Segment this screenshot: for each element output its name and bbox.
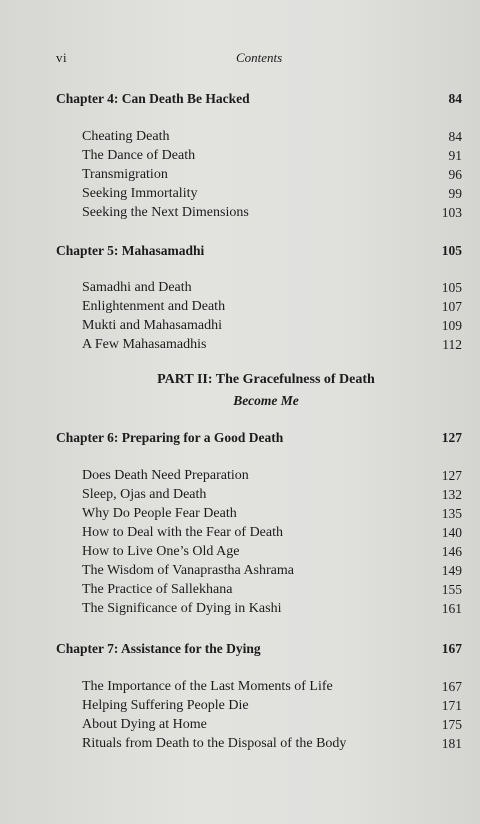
chapter-title: Chapter 6: Preparing for a Good Death (56, 430, 284, 445)
toc-entry (0, 563, 480, 582)
entry-title: The Significance of Dying in Kashi (82, 601, 282, 616)
entry-page: 135 (441, 506, 462, 521)
entry-title: How to Live One’s Old Age (82, 544, 240, 559)
toc-entry (0, 582, 480, 601)
toc-chapter-7 (0, 641, 480, 660)
running-header-title: Contents (236, 50, 283, 65)
toc-entry (0, 129, 480, 148)
entry-title: Transmigration (82, 167, 168, 182)
entry-page: 112 (442, 337, 462, 352)
chapter-title: Chapter 7: Assistance for the Dying (56, 641, 261, 656)
chapter-title: Chapter 5: Mahasamadhi (56, 243, 205, 258)
entry-title: A Few Mahasamadhis (82, 337, 207, 352)
entry-title: The Practice of Sallekhana (82, 582, 233, 597)
toc-entry (0, 736, 480, 755)
entry-page: 127 (441, 468, 462, 483)
entry-title: Does Death Need Preparation (82, 468, 249, 483)
toc-entry (0, 468, 480, 487)
entry-title: About Dying at Home (82, 717, 207, 732)
toc-entry (0, 318, 480, 337)
entry-page: 105 (441, 280, 462, 295)
toc-entry (0, 167, 480, 186)
toc-entry (0, 205, 480, 224)
entry-page: 167 (441, 679, 462, 694)
part-subtitle: Become Me (233, 393, 299, 408)
chapter-page: 127 (441, 430, 462, 445)
entry-page: 161 (441, 601, 462, 616)
chapter-page: 84 (448, 91, 462, 106)
entry-title: Seeking Immortality (82, 186, 198, 201)
entry-title: Samadhi and Death (82, 280, 192, 295)
chapter-page: 105 (441, 243, 462, 258)
entry-page: 99 (448, 186, 462, 201)
toc-entry (0, 717, 480, 736)
toc-entry (0, 148, 480, 167)
part-title: PART II: The Gracefulness of Death (157, 372, 375, 387)
entry-title: Mukti and Mahasamadhi (82, 318, 222, 333)
toc-entry (0, 337, 480, 356)
entry-title: Why Do People Fear Death (82, 506, 237, 521)
entry-page: 96 (448, 167, 462, 182)
toc-entry (0, 299, 480, 318)
entry-page: 109 (441, 318, 462, 333)
entry-page: 181 (441, 736, 462, 751)
toc-entry (0, 506, 480, 525)
entry-title: The Dance of Death (82, 148, 196, 163)
chapter-page: 167 (441, 641, 462, 656)
toc-entry (0, 525, 480, 544)
toc-entry (0, 698, 480, 717)
entry-page: 132 (441, 487, 462, 502)
toc-entry (0, 186, 480, 205)
toc-entry (0, 679, 480, 698)
entry-page: 91 (448, 148, 462, 163)
entry-title: The Wisdom of Vanaprastha Ashrama (82, 563, 294, 578)
entry-page: 171 (441, 698, 462, 713)
entry-title: How to Deal with the Fear of Death (82, 525, 283, 540)
toc-chapter-6 (0, 430, 480, 449)
chapter-title: Chapter 4: Can Death Be Hacked (56, 91, 250, 106)
entry-title: The Importance of the Last Moments of Life (82, 679, 333, 694)
entry-title: Helping Suffering People Die (82, 698, 249, 713)
entry-title: Cheating Death (82, 129, 170, 144)
entry-page: 149 (441, 563, 462, 578)
toc-entry (0, 601, 480, 620)
entry-page: 140 (441, 525, 462, 540)
entry-page: 155 (441, 582, 462, 597)
entry-page: 175 (441, 717, 462, 732)
toc-entry (0, 487, 480, 506)
toc-chapter-4 (0, 91, 480, 110)
entry-page: 146 (441, 544, 462, 559)
toc-entry (0, 544, 480, 563)
entry-title: Enlightenment and Death (82, 299, 226, 314)
entry-title: Sleep, Ojas and Death (82, 487, 207, 502)
entry-page: 107 (441, 299, 462, 314)
entry-page: 84 (448, 129, 462, 144)
entry-title: Rituals from Death to the Disposal of the Body (82, 736, 347, 751)
entry-title: Seeking the Next Dimensions (82, 205, 249, 220)
page-number: vi (56, 50, 68, 65)
toc-entry (0, 280, 480, 299)
toc-chapter-5 (0, 243, 480, 262)
entry-page: 103 (441, 205, 462, 220)
